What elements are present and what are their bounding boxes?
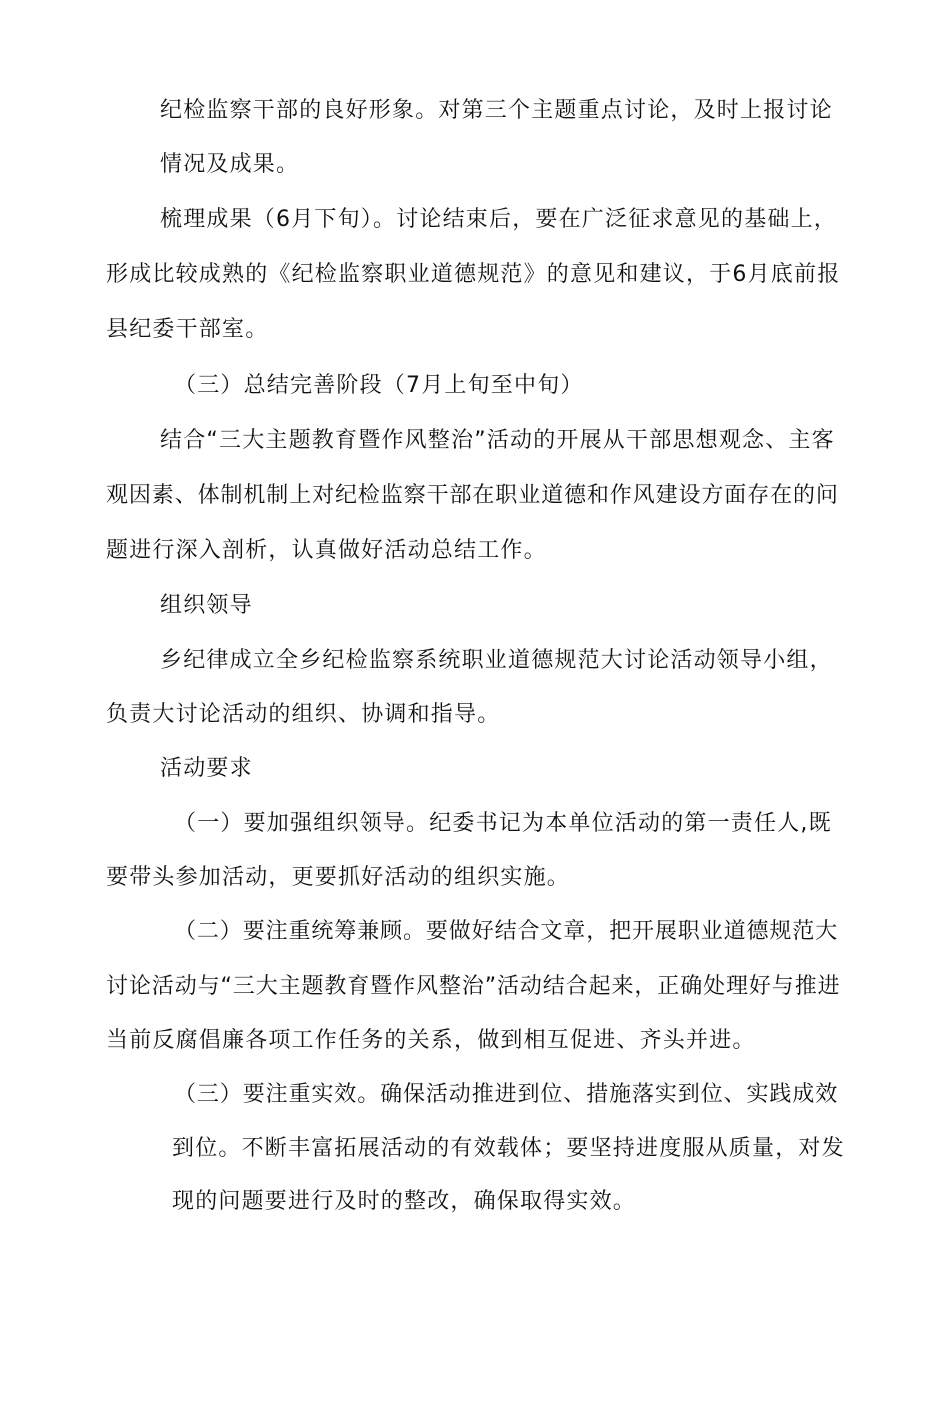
heading-organization: 组织领导 [160, 593, 253, 618]
text-line-12: 负责大讨论活动的组织、协调和指导。 [106, 702, 501, 727]
text-line-9: 题进行深入剖析，认真做好活动总结工作。 [106, 538, 547, 563]
section-heading-summary: （三）总结完善阶段（7月上旬至中旬） [174, 373, 584, 398]
text-line-20: 到位。不断丰富拓展活动的有效载体；要坚持进度服从质量，对发 [172, 1136, 845, 1161]
text-line-21: 现的问题要进行及时的整改，确保取得实效。 [172, 1189, 637, 1214]
heading-requirements: 活动要求 [160, 756, 253, 781]
text-line-15: 要带头参加活动，更要抓好活动的组织实施。 [106, 865, 571, 890]
text-line-14: （一）要加强组织领导。纪委书记为本单位活动的第一责任人,既 [174, 811, 832, 836]
text-line-17: 讨论活动与“三大主题教育暨作风整治”活动结合起来，正确处理好与推进 [106, 974, 841, 999]
text-line-8: 观因素、体制机制上对纪检监察干部在职业道德和作风建设方面存在的问 [106, 483, 839, 508]
text-line-1: 纪检监察干部的良好形象。对第三个主题重点讨论，及时上报讨论 [160, 98, 833, 123]
text-line-18: 当前反腐倡廉各项工作任务的关系，做到相互促进、齐头并进。 [106, 1028, 756, 1053]
text-line-4: 形成比较成熟的《纪检监察职业道德规范》的意见和建议，于6月底前报 [106, 262, 841, 287]
text-line-7: 结合“三大主题教育暨作风整治”活动的开展从干部思想观念、主客 [160, 428, 835, 453]
text-line-2: 情况及成果。 [160, 152, 300, 177]
text-line-3: 梳理成果（6月下旬）。讨论结束后，要在广泛征求意见的基础上， [160, 207, 837, 232]
text-line-19: （三）要注重实效。确保活动推进到位、措施落实到位、实践成效 [174, 1082, 839, 1107]
text-line-11: 乡纪律成立全乡纪检监察系统职业道德规范大讨论活动领导小组， [160, 648, 833, 673]
text-line-5: 县纪委干部室。 [106, 317, 269, 342]
text-line-16: （二）要注重统筹兼顾。要做好结合文章，把开展职业道德规范大 [174, 919, 839, 944]
